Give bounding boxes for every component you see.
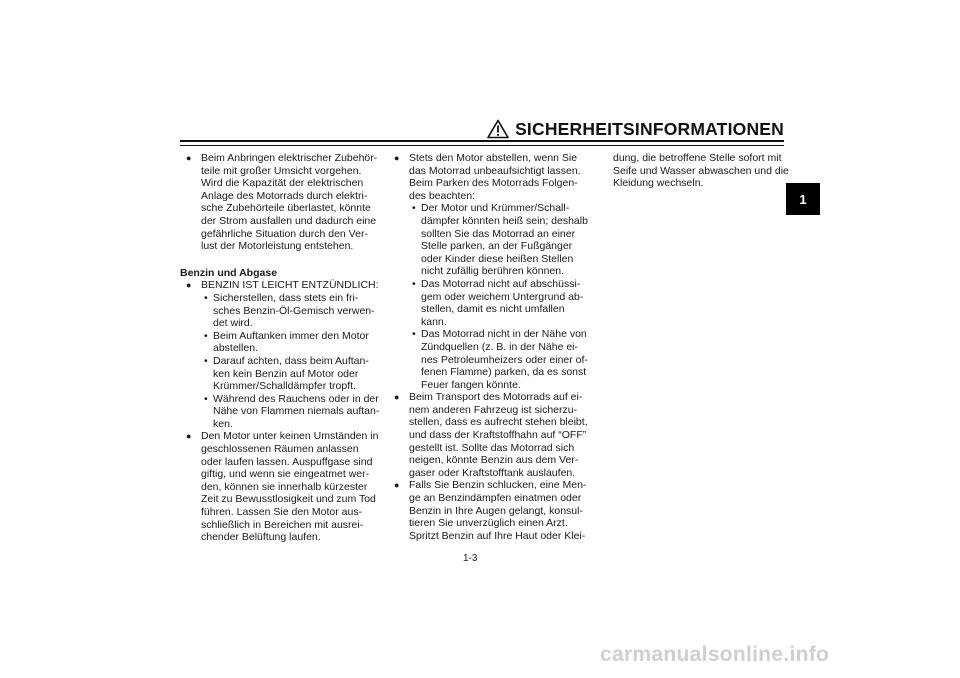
bullet-swallow: ● Falls Sie Benzin schlucken, eine Men-ge an Benzindämpfen einatmen oder Benzin in Ihre Augen gelangt, konsul-tieren Sie unverzüglich einen Arzt. Spritzt Benzin auf Ihre Haut oder Klei-	[394, 479, 590, 542]
bullet-electrical-accessories: ● Beim Anbringen elektrischer Zubehör-teile mit großer Umsicht vorgehen. Wird die Kapazität der elektrischen Anlage des Motorrads durch elektri-sche Zubehörteile überlastet, könnte der Strom ausfallen und dadurch eine gefährliche Situation durch den Ver-lust der Motorleistung entstehen.	[180, 152, 380, 253]
text-column-2	[394, 152, 590, 542]
warning-triangle-icon	[487, 119, 509, 139]
bullet-exhaust: ● Den Motor unter keinen Umständen in geschlossenen Räumen anlassen oder laufen lassen. Auspuffgase sind giftig, und wenn sie eingeatmet wer-den, können sie innerhalb kürzester Zeit zu Bewusstlosigkeit und zum Tod führen. Lassen Sie den Motor aus-schließlich in Bereichen mit ausrei-chender Belüftung laufen.	[180, 430, 380, 543]
text-column-3	[613, 152, 789, 190]
sub-bullet: • Der Motor und Krümmer/Schall-dämpfer könnten heiß sein; deshalb sollten Sie das Motorrad an einer Stelle parken, an der Fußgänger oder Kinder diese heißen Stellen nicht zufällig berühren können.	[394, 202, 590, 278]
section-heading: Benzin und Abgase	[180, 266, 278, 279]
sub-bullet: • Das Motorrad nicht in der Nähe von Zündquellen (z. B. in der Nähe ei-nes Petroleumheizers oder einer of-fenen Flamme) parken, da es sonst Feuer fangen könnte.	[394, 328, 590, 391]
chapter-tab: 1	[786, 183, 820, 215]
page-number: 1-3	[463, 553, 478, 564]
sub-bullet: • Während des Rauchens oder in der Nähe von Flammen niemals auftan-ken.	[180, 393, 380, 431]
bullet-transport: ● Beim Transport des Motorrads auf ei-nem anderen Fahrzeug ist sicherzu-stellen, dass es aufrecht stehen bleibt, und dass der Kraftstoffhahn auf “OFF” gestellt ist. Sollte das Motorrad sich neigen, könnte Benzin aus dem Ver-gaser oder Kraftstofftank auslaufen.	[394, 391, 590, 479]
sub-bullet: • Das Motorrad nicht auf abschüssi-gem oder weichem Untergrund ab-stellen, damit es nicht umfallen kann.	[394, 278, 590, 328]
watermark: carmanualsonline.info	[600, 643, 830, 666]
header-rule-thin	[180, 145, 784, 146]
sub-bullet: • Darauf achten, dass beim Auftan-ken kein Benzin auf Motor oder Krümmer/Schalldämpfer tropft.	[180, 355, 380, 393]
bullet-flammable: ● BENZIN IST LEICHT ENTZÜNDLICH:	[180, 279, 380, 292]
continuation-text: dung, die betroffene Stelle sofort mit Seife und Wasser abwaschen und die Kleidung wechseln.	[613, 152, 789, 190]
sub-bullet: • Beim Auftanken immer den Motor abstellen.	[180, 330, 380, 355]
sub-bullet: • Sicherstellen, dass stets ein fri-sches Benzin-Öl-Gemisch verwen-det wird.	[180, 292, 380, 330]
text-column-1	[180, 152, 380, 544]
bullet-parking: ● Stets den Motor abstellen, wenn Sie das Motorrad unbeaufsichtigt lassen. Beim Parken des Motorrads Folgen-des beachten:	[394, 152, 590, 202]
header-rule-thick	[180, 140, 784, 142]
page-title: SICHERHEITSINFORMATIONEN	[515, 118, 784, 139]
